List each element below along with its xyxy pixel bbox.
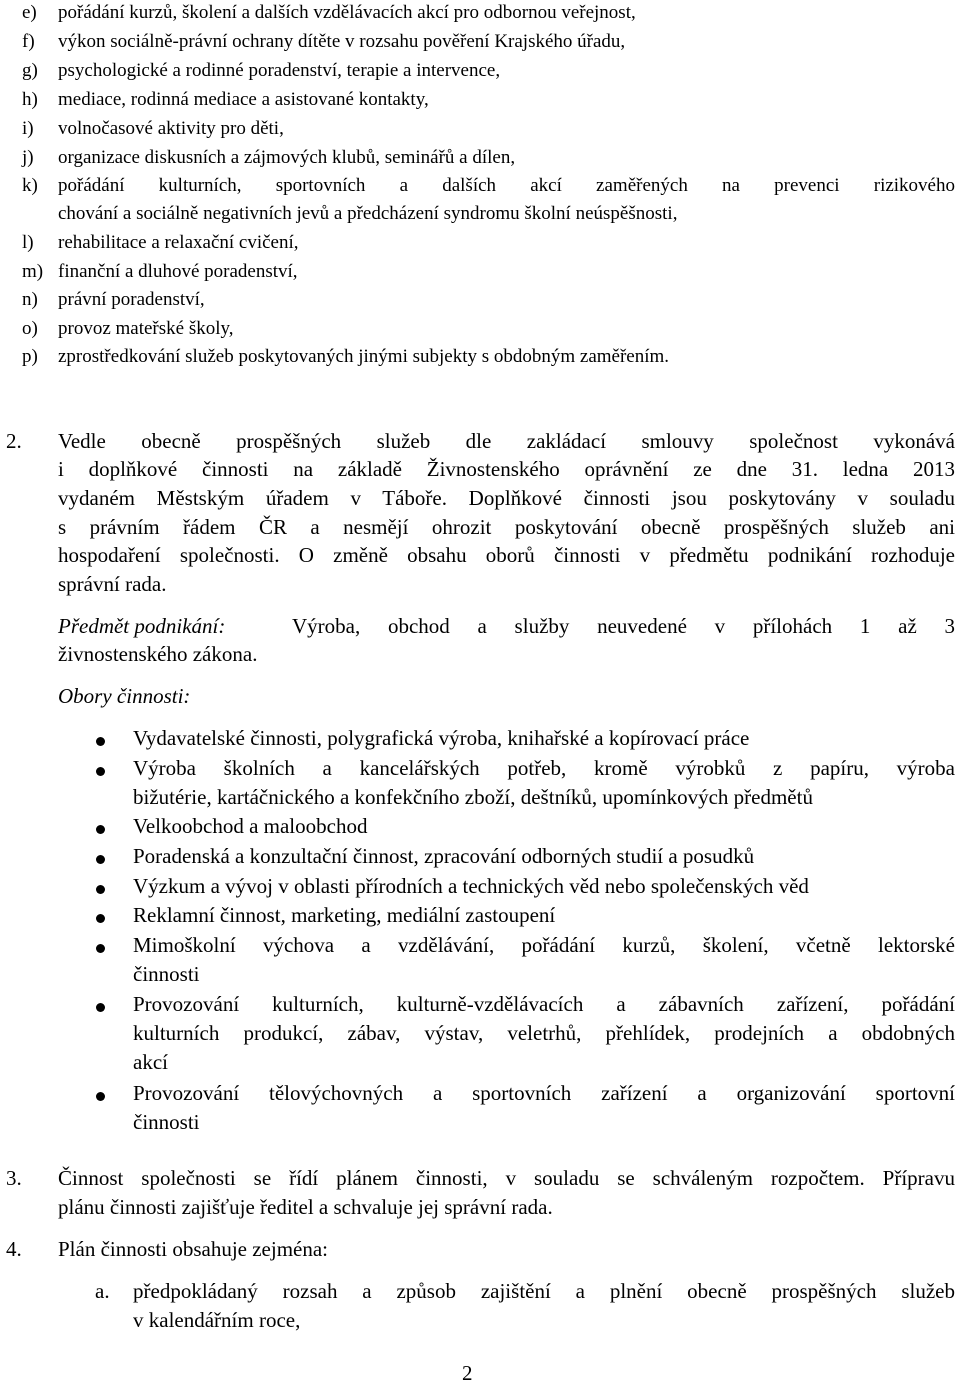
bullet-item-8-line2: kulturních produkcí, zábav, výstav, veletrhů, přehlídek, prodejních a obdobných — [133, 1021, 955, 1045]
section-3-number: 3. — [6, 1166, 22, 1190]
bullet-icon — [96, 825, 105, 834]
bullet-item-9-line1: Provozování tělovýchovných a sportovních zařízení a organizování sportovní — [133, 1081, 955, 1105]
list-item-e: pořádání kurzů, školení a dalších vzdělávacích akcí pro odbornou veřejnost, — [58, 2, 636, 23]
bullet-item-8-line1: Provozování kulturních, kulturně-vzdělávacích a zábavních zařízení, pořádání — [133, 992, 955, 1016]
bullet-item-1: Vydavatelské činnosti, polygrafická výroba, knihařské a kopírovací práce — [133, 726, 750, 750]
list-label-n: n) — [22, 289, 38, 310]
bullet-item-2-line1: Výroba školních a kancelářských potřeb, kromě výrobků z papíru, výroba — [133, 756, 955, 780]
list-label-l: l) — [22, 232, 34, 253]
bullet-icon — [96, 855, 105, 864]
section-3-line1: Činnost společnosti se řídí plánem činnosti, v souladu se schváleným rozpočtem. Přípravu — [58, 1166, 955, 1190]
section-2-line2: i doplňkové činnosti na základě Živnostenského oprávnění ze dne 31. ledna 2013 — [58, 457, 955, 481]
list-item-j: organizace diskusních a zájmových klubů, seminářů a dílen, — [58, 147, 516, 168]
list-label-g: g) — [22, 60, 38, 81]
bullet-icon — [96, 1092, 105, 1101]
predmet-text-line2: živnostenského zákona. — [58, 642, 258, 666]
section-2-line1: Vedle obecně prospěšných služeb dle zakládací smlouvy společnost vykonává — [58, 429, 955, 453]
list-item-p: zprostředkování služeb poskytovaných jinými subjekty s obdobným zaměřením. — [58, 346, 670, 367]
bullet-icon — [96, 1003, 105, 1012]
section-2-number: 2. — [6, 429, 22, 453]
section-2-line5: hospodaření společnosti. O změně obsahu oborů činnosti v předmětu podnikání rozhoduje — [58, 543, 955, 567]
obory-label: Obory činnosti: — [58, 684, 191, 708]
list-item-f: výkon sociálně-právní ochrany dítěte v rozsahu pověření Krajského úřadu, — [58, 31, 626, 52]
predmet-text-line1: Výroba, obchod a služby neuvedené v přílohách 1 až 3 — [292, 614, 955, 638]
list-item-n: právní poradenství, — [58, 289, 205, 310]
bullet-item-8-line3: akcí — [133, 1050, 168, 1074]
section-2-line3: vydaném Městským úřadem v Táboře. Doplňkové činnosti jsou poskytovány v souladu — [58, 486, 955, 510]
bullet-item-6: Reklamní činnost, marketing, mediální zastoupení — [133, 903, 556, 927]
bullet-item-7-line1: Mimoškolní výchova a vzdělávání, pořádání kurzů, školení, včetně lektorské — [133, 933, 955, 957]
list-item-h: mediace, rodinná mediace a asistované kontakty, — [58, 89, 429, 110]
section-2-line6: správní rada. — [58, 572, 167, 596]
bullet-icon — [96, 885, 105, 894]
list-item-k-line2: chování a sociálně negativních jevů a předcházení syndromu školní neúspěšnosti, — [58, 203, 678, 224]
list-item-g: psychologické a rodinné poradenství, terapie a intervence, — [58, 60, 501, 81]
bullet-item-9-line2: činnosti — [133, 1110, 200, 1134]
bullet-icon — [96, 914, 105, 923]
list-item-l: rehabilitace a relaxační cvičení, — [58, 232, 299, 253]
list-label-e: e) — [22, 2, 37, 23]
list-label-o: o) — [22, 318, 38, 339]
list-item-i: volnočasové aktivity pro děti, — [58, 118, 284, 139]
bullet-item-2-line2: bižutérie, kartáčnického a konfekčního zboží, deštníků, upomínkových předmětů — [133, 785, 813, 809]
bullet-item-4: Poradenská a konzultační činnost, zpracování odborných studií a posudků — [133, 844, 755, 868]
bullet-icon — [96, 737, 105, 746]
list-label-j: j) — [22, 147, 34, 168]
section-3-line2: plánu činnosti zajišťuje ředitel a schvaluje jej správní rada. — [58, 1195, 553, 1219]
list-label-p: p) — [22, 346, 38, 367]
predmet-label: Předmět podnikání: — [58, 614, 226, 638]
bullet-icon — [96, 767, 105, 776]
bullet-icon — [96, 944, 105, 953]
section-4-item-a-label: a. — [95, 1279, 110, 1303]
section-4-number: 4. — [6, 1237, 22, 1261]
list-item-m: finanční a dluhové poradenství, — [58, 261, 298, 282]
page-number: 2 — [462, 1361, 473, 1385]
list-label-f: f) — [22, 31, 35, 52]
section-2-line4: s právním řádem ČR a nesmějí ohrozit poskytování obecně prospěšných služeb ani — [58, 515, 955, 539]
bullet-item-7-line2: činnosti — [133, 962, 200, 986]
section-4-item-a-line1: předpokládaný rozsah a způsob zajištění a plnění obecně prospěšných služeb — [133, 1279, 955, 1303]
section-4-item-a-line2: v kalendářním roce, — [133, 1308, 301, 1332]
section-4-text: Plán činnosti obsahuje zejména: — [58, 1237, 329, 1261]
list-label-i: i) — [22, 118, 34, 139]
list-label-k: k) — [22, 175, 38, 196]
list-item-o: provoz mateřské školy, — [58, 318, 234, 339]
bullet-item-3: Velkoobchod a maloobchod — [133, 814, 368, 838]
list-label-m: m) — [22, 261, 44, 282]
bullet-item-5: Výzkum a vývoj v oblasti přírodních a technických věd nebo společenských věd — [133, 874, 809, 898]
list-item-k-line1: pořádání kulturních, sportovních a dalších akcí zaměřených na prevenci rizikového — [58, 175, 955, 196]
list-label-h: h) — [22, 89, 38, 110]
